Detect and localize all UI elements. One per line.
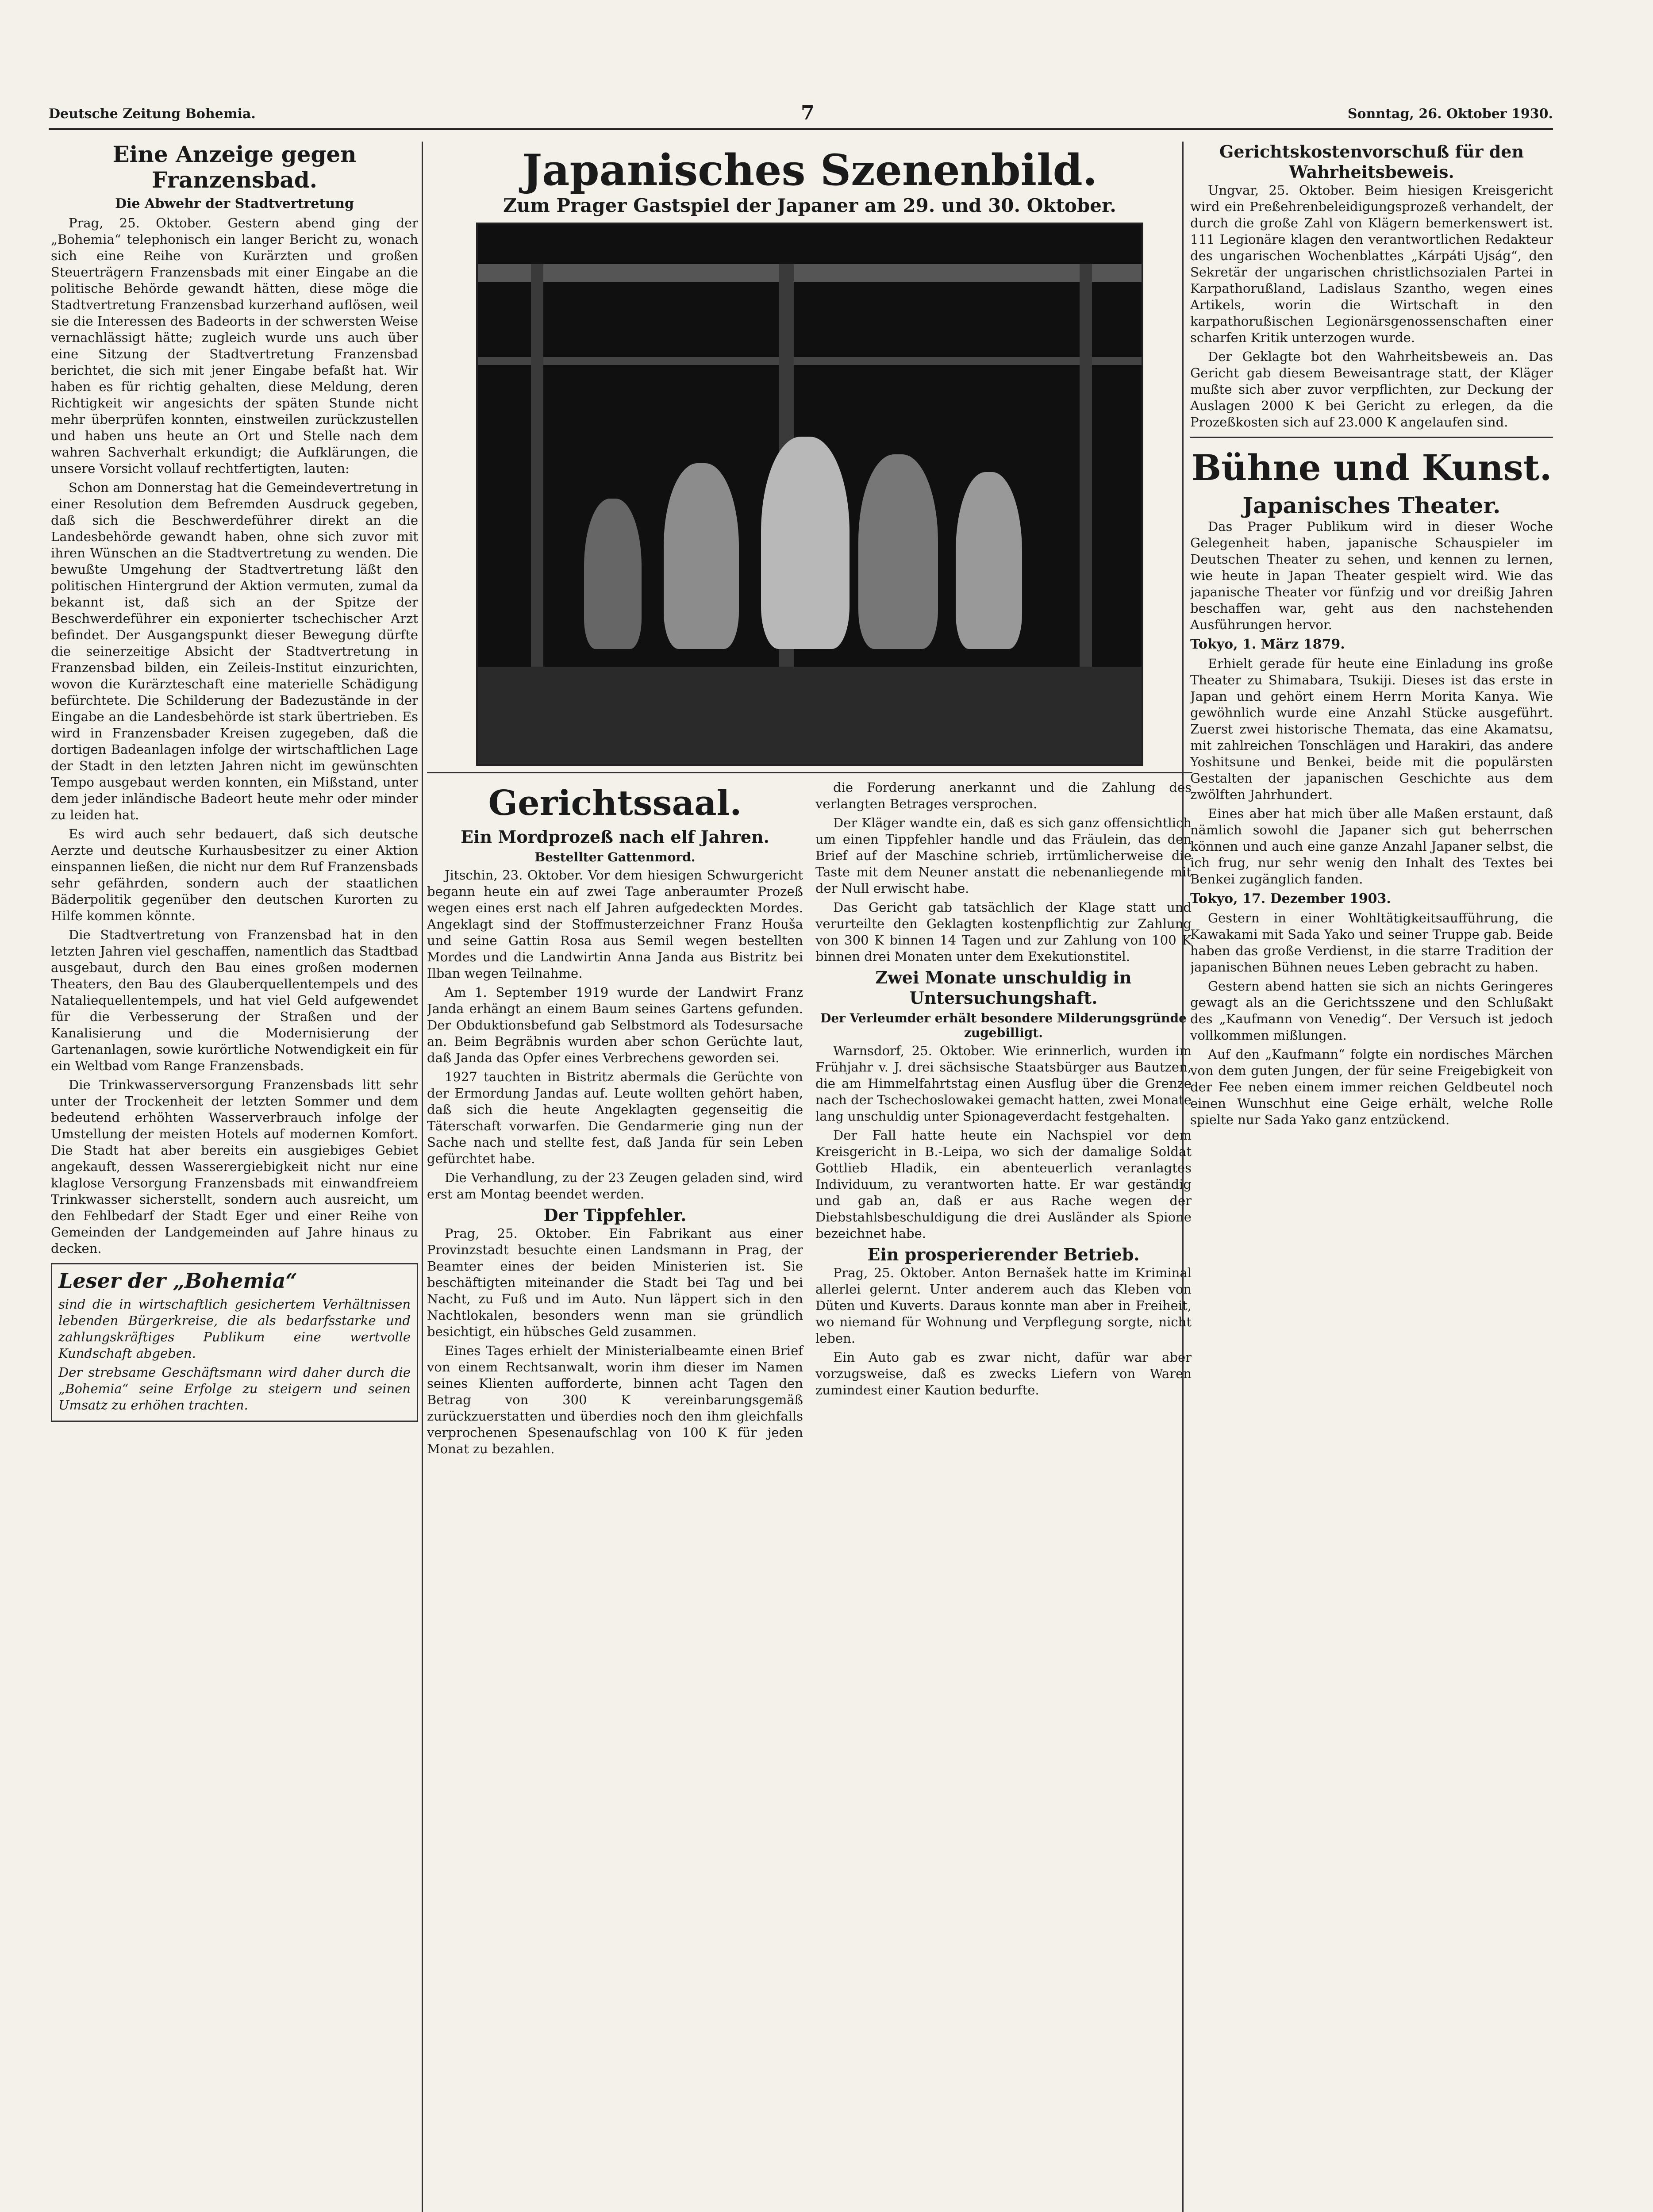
column-left: [51, 142, 418, 2212]
article-paragraph: Der Fall hatte heute ein Nachspiel vor dem Kreisgericht in B.-Leipa, wo sich der damalige Soldat Gottlieb Hladik, ein abenteuerlich veranlagtes Individuum, zu verantworten hatte. Er war geständig und gab an, daß er aus Rache wegen der Diebstahlsbeschuldigung die drei Ausländer als Spione bezeichnet habe.: [815, 1128, 1192, 1241]
stage-beam: [478, 264, 1142, 282]
article-headline: Der Tippfehler.: [543, 1205, 687, 1225]
article-headline: Gerichtskostenvorschuß für den Wahrheitsbeweis.: [1219, 142, 1524, 182]
page-header: [49, 102, 1553, 130]
actor-figure: [956, 472, 1022, 649]
article-paragraph: Eines aber hat mich über alle Maßen erstaunt, daß nämlich sowohl die Japaner sich gut beherrschen können und auch eine ganze Anzahl Japaner selbst, die ich frug, nur sehr wenig den Inhalt des Textes bei Benkei zugänglich fanden.: [1190, 806, 1553, 887]
advertisement-title: Leser der „Bohemia“: [58, 1269, 297, 1293]
court-column-right: [815, 780, 1192, 1460]
article-paragraph: Erhielt gerade für heute eine Einladung ins große Theater zu Shimabara, Tsukiji. Dieses ist das erste in Japan und gehört einem Herrn Morita Kanya. Wie gewöhnlich wurde eine Anzahl Stücke ausgeführt. Zuerst zwei historische Themata, das eine Akamatsu, mit zahlreichen Tonschlägen und Harakiri, das andere Yoshitsune und Benkei, beide mit die populärsten Gestalten der japanischen Geschichte aus dem zwölften Jahrhundert.: [1190, 656, 1553, 802]
article-paragraph: Die Trinkwasserversorgung Franzensbads litt sehr unter der Trockenheit der letzten Sommer und dem bedeutend erhöhten Wasserverbrauch infolge der Umstellung der meisten Hotels auf modernen Komfort. Die Stadt hat aber bereits ein ausgiebiges Gebiet angekauft, dessen Wasserergiebigkeit nicht nur eine klaglose Versorgung Franzensbads mit einwandfreiem Trinkwasser sicherstellt, sondern auch ausreicht, um den Fehlbedarf der Stadt Eger und einer Reihe von Gemeinden der Landgemeinden auf Jahre hinaus zu decken.: [51, 1077, 418, 1256]
article-intro: Das Prager Publikum wird in dieser Woche Gelegenheit haben, japanische Schauspieler im Deutschen Theater zu sehen, und kennen zu lernen, wie heute in Japan Theater gespielt wird. Wie das japanische Theater vor fünfzig und vor dreißig Jahren beschaffen war, geht aus den nachstehenden Ausführungen hervor.: [1190, 519, 1553, 632]
page-number: 7: [801, 102, 815, 124]
article-paragraph: Gestern abend hatten sie sich an nichts Geringeres gewagt als an die Gerichtsszene und den Schlußakt des „Kaufmann von Venedig“. Der Versuch ist jedoch vollkommen mißlungen.: [1190, 979, 1553, 1043]
article-paragraph: Die Verhandlung, zu der 23 Zeugen geladen sind, wird erst am Montag beendet werden.: [427, 1170, 803, 1202]
article-headline: Japanisches Theater.: [1242, 492, 1501, 518]
actor-figure: [858, 454, 938, 649]
court-column-left: [427, 780, 803, 1460]
section-headline: Gerichtssaal.: [488, 783, 742, 823]
article-paragraph: Gestern in einer Wohltätigkeitsaufführung, die Kawakami mit Sada Yako und seiner Truppe gab. Beide haben das große Verdienst, in die starre Tradition der japanischen Bühnen neues Leben gebracht zu haben.: [1190, 910, 1553, 975]
article-paragraph: Das Gericht gab tatsächlich der Klage statt und verurteilte den Geklagten kostenpflichtig zur Zahlung von 300 K binnen 14 Tagen und zur Zahlung von 100 K binnen drei Monaten unter dem Exekutionstitel.: [815, 900, 1192, 964]
divider: [1190, 437, 1553, 438]
court-section: [427, 780, 1192, 1460]
column-center: [427, 142, 1192, 2212]
article-headline: Ein Mordprozeß nach elf Jahren.: [461, 827, 769, 847]
advertisement-box: [51, 1263, 418, 1422]
feature-subheadline: Zum Prager Gastspiel der Japaner am 29. und 30. Oktober.: [503, 195, 1116, 216]
section-headline: Bühne und Kunst.: [1191, 447, 1552, 488]
article-paragraph: Der Kläger wandte ein, daß es sich ganz offensichtlich um einen Tippfehler handle und das Fräulein, das den Brief auf der Maschine schrieb, irrtümlicherweise die Taste mit dem Neuner anstatt die nebenanliegende mit der Null erwischt habe.: [815, 815, 1192, 896]
masthead-name: Deutsche Zeitung Bohemia.: [49, 106, 256, 122]
article-paragraph: die Forderung anerkannt und die Zahlung des verlangten Betrages versprochen.: [815, 780, 1192, 811]
advertisement-text: sind die in wirtschaftlich gesichertem Verhältnissen lebenden Bürgerkreise, die als bedarfsstarke und zahlungskräftiges Publikum eine wertvolle Kundschaft abgeben.: [58, 1297, 411, 1361]
column-divider: [422, 142, 423, 2212]
article-kicker: Der Verleumder erhält besondere Milderungsgründe zugebilligt.: [820, 1011, 1187, 1040]
article-kicker: Bestellter Gattenmord.: [534, 850, 696, 864]
actor-figure: [584, 499, 642, 649]
article-paragraph: Am 1. September 1919 wurde der Landwirt Franz Janda erhängt an einem Baum seines Gartens gefunden. Der Obduktionsbefund gab Selbstmord als Todesursache an. Beim Begräbnis wurden aber schon Gerüchte laut, daß Janda das Opfer eines Verbrechens geworden sei.: [427, 985, 803, 1065]
stage-floor: [478, 667, 1142, 764]
article-paragraph: Schon am Donnerstag hat die Gemeindevertretung in einer Resolution dem Befremden Ausdruck gegeben, daß sich die Beschwerdeführer direkt an die Landesbehörde gewandt haben, ohne sich zuvor mit ihren Wünschen an die Stadtvertretung zu wenden. Die bewußte Umgehung der Stadtvertretung läßt den politischen Hintergrund der Aktion vermuten, zumal da bekannt ist, daß sich an der Spitze der Beschwerdeführer ein exponierter tschechischer Arzt befindet. Der Ausgangspunkt dieser Bewegung dürfte die seinerzeitige Absicht der Stadtvertretung in Franzensbad bilden, ein Zeileis-Institut einzurichten, wovon die Kurärzteschaft eine materielle Schädigung befürchtete. Die Schilderung der Badezustände in der Eingabe an die Landesbehörde ist stark übertrieben. Es wird in Franzensbader Kreisen zugegeben, daß die dortigen Badeanlagen infolge der wirtschaftlichen Lage der Stadt in den letzten Jahren nicht im gewünschten Tempo ausgebaut werden konnten, ein Mißstand, unter dem jeder inländische Badeort heute mehr oder minder zu leiden hat.: [51, 480, 418, 822]
article-paragraph: 1927 tauchten in Bistritz abermals die Gerüchte von der Ermordung Jandas auf. Leute wollten gehört haben, daß sich die heute Angeklagten gegenseitig die Täterschaft vorwarfen. Die Gendarmerie ging nun der Sache nach und stellte fest, daß Janda für sein Leben gefürchtet habe.: [427, 1069, 803, 1166]
article-paragraph: Ein Auto gab es zwar nicht, dafür war aber vorzugsweise, daß es zwecks Liefern von Waren zumindest einer Kaution bedurfte.: [815, 1350, 1192, 1398]
issue-date: Sonntag, 26. Oktober 1930.: [1347, 106, 1553, 122]
article-paragraph: Warnsdorf, 25. Oktober. Wie erinnerlich, wurden im Frühjahr v. J. drei sächsische Staatsbürger aus Bautzen, die am Himmelfahrtstag einen Ausflug über die Grenze nach der Tschechoslowakei gemacht hatten, zwei Monate lang unschuldig unter Spionageverdacht festgehalten.: [815, 1043, 1192, 1124]
feature-headline: Japanisches Szenenbild.: [522, 145, 1098, 195]
article-paragraph: Prag, 25. Oktober. Ein Fabrikant aus einer Provinzstadt besuchte einen Landsmann in Prag, der Beamter eines der beiden Ministerien ist. Sie beschäftigten miteinander die Stadt bei Tag und bei Nacht, zu Fuß und im Auto. Nun läppert sich in den Nachtlokalen, besonders wenn man sie gründlich besichtigt, ein hübsches Geld zusammen.: [427, 1226, 803, 1339]
article-paragraph: Die Stadtvertretung von Franzensbad hat in den letzten Jahren viel geschaffen, namentlich das Stadtbad ausgebaut, durch den Bau eines großen modernen Theaters, den Bau des Glauberquellentempels und des Nataliequellentempels, und hat viel Geld aufgewendet für die Verbesserung der Straßen und der Kanalisierung und die Modernisierung der Gartenanlagen, sowie kurörtliche Notwendigkeit ein für ein Weltbad vom Range Franzensbads.: [51, 927, 418, 1073]
article-paragraph: Prag, 25. Oktober. Gestern abend ging der „Bohemia“ telephonisch ein langer Bericht zu, wonach sich eine Reihe von Kurärzten und großen Steuerträgern Franzensbads mit einer Eingabe an die politische Behörde gewandt hätten, diese möge die Stadtvertretung Franzensbad kurzerhand auflösen, weil sie die Interessen des Badeorts in der schwersten Weise vernachlässigt hätte; zugleich wurde uns auch über eine Sitzung der Stadtvertretung Franzensbad berichtet, die sich mit jener Eingabe befaßt hat. Wir haben es für richtig gehalten, diese Meldung, deren Richtigkeit wir angesichts der späten Stunde nicht mehr überprüfen konnten, einstweilen zurückzustellen und haben uns heute an Ort und Stelle nach dem wahren Sachverhalt erkundigt; die Aufklärungen, die unsere Vorsicht vollauf rechtfertigten, lauten:: [51, 215, 418, 476]
article-paragraph: Ungvar, 25. Oktober. Beim hiesigen Kreisgericht wird ein Preßehrenbeleidigungsprozeß verhandelt, der durch die große Zahl von Klägern bemerkenswert ist. 111 Legionäre klagen den verantwortlichen Redakteur des ungarischen Wochenblattes „Kárpáti Ujság“, den Sekretär der ungarischen christlichsozialen Partei in Karpathorußland, Ladislaus Szantho, wegen eines Artikels, worin die Wirtschaft in den karpathorußischen Legionärsgenossenschaften einer scharfen Kritik unterzogen wurde.: [1190, 183, 1553, 345]
article-paragraph: Es wird auch sehr bedauert, daß sich deutsche Aerzte und deutsche Kurhausbesitzer zu einer Aktion einspannen ließen, die nicht nur dem Ruf Franzensbads sehr gefährden, sondern auch der staatlichen Bäderpolitik gegenüber den deutschen Kurorten zu Hilfe kommen könnte.: [51, 826, 418, 923]
article-headline: Eine Anzeige gegen Franzensbad.: [112, 142, 357, 193]
advertisement-text: Der strebsame Geschäftsmann wird daher durch die „Bohemia“ seine Erfolge zu steigern und seinen Umsatz zu erhöhen trachten.: [58, 1365, 411, 1413]
article-subheadline: Die Abwehr der Stadtvertretung: [115, 196, 354, 211]
theater-scene-photo: [476, 223, 1143, 766]
dateline: Tokyo, 1. März 1879.: [1190, 637, 1345, 652]
article-paragraph: Auf den „Kaufmann“ folgte ein nordisches Märchen von dem guten Jungen, der für seine Freigebigkeit von der Fee neben einem immer reichen Geldbeutel noch einen Wunschhut eine Geige erhält, welche Rolle spielte nur Sada Yako ganz entzückend.: [1190, 1047, 1553, 1127]
article-headline: Zwei Monate unschuldig in Untersuchungshaft.: [875, 968, 1132, 1008]
dateline: Tokyo, 17. Dezember 1903.: [1190, 891, 1391, 906]
article-paragraph: Eines Tages erhielt der Ministerialbeamte einen Brief von einem Rechtsanwalt, worin ihm dieser im Namen seines Klienten aufforderte, binnen acht Tagen den Betrag von 300 K vereinbarungsgemäß zurückzuerstatten und überdies noch den ihm gleichfalls verprochenen Spesenaufschlag von 100 K für jeden Monat zu bezahlen.: [427, 1343, 803, 1456]
actor-figure: [761, 437, 850, 649]
article-headline: Ein prosperierender Betrieb.: [867, 1244, 1140, 1264]
column-right: [1190, 142, 1553, 2212]
article-paragraph: Prag, 25. Oktober. Anton Bernašek hatte im Kriminal allerlei gelernt. Unter anderem auch das Kleben von Düten und Kuverts. Daraus konnte man aber in Freiheit, wo niemand für Wohnung und Verpflegung sorgte, nicht leben.: [815, 1265, 1192, 1346]
article-paragraph: Der Geklagte bot den Wahrheitsbeweis an. Das Gericht gab diesem Beweisantrage statt, der Kläger mußte sich aber zuvor verpflichten, zur Deckung der Auslagen 2000 K bei Gericht zu erlegen, da die Prozeßkosten sich auf 23.000 K angelaufen sind.: [1190, 349, 1553, 430]
article-paragraph: Jitschin, 23. Oktober. Vor dem hiesigen Schwurgericht begann heute ein auf zwei Tage anberaumter Prozeß wegen eines erst nach elf Jahren aufgedeckten Mordes. Angeklagt sind der Stoffmusterzeichner Franz Houša und seine Gattin Rosa aus Semil wegen bestellten Mordes und die Landwirtin Anna Janda aus Bistritz bei Ilban wegen Teilnahme.: [427, 868, 803, 981]
stage-beam: [478, 357, 1142, 365]
divider: [427, 772, 1192, 773]
actor-figure: [664, 463, 739, 649]
